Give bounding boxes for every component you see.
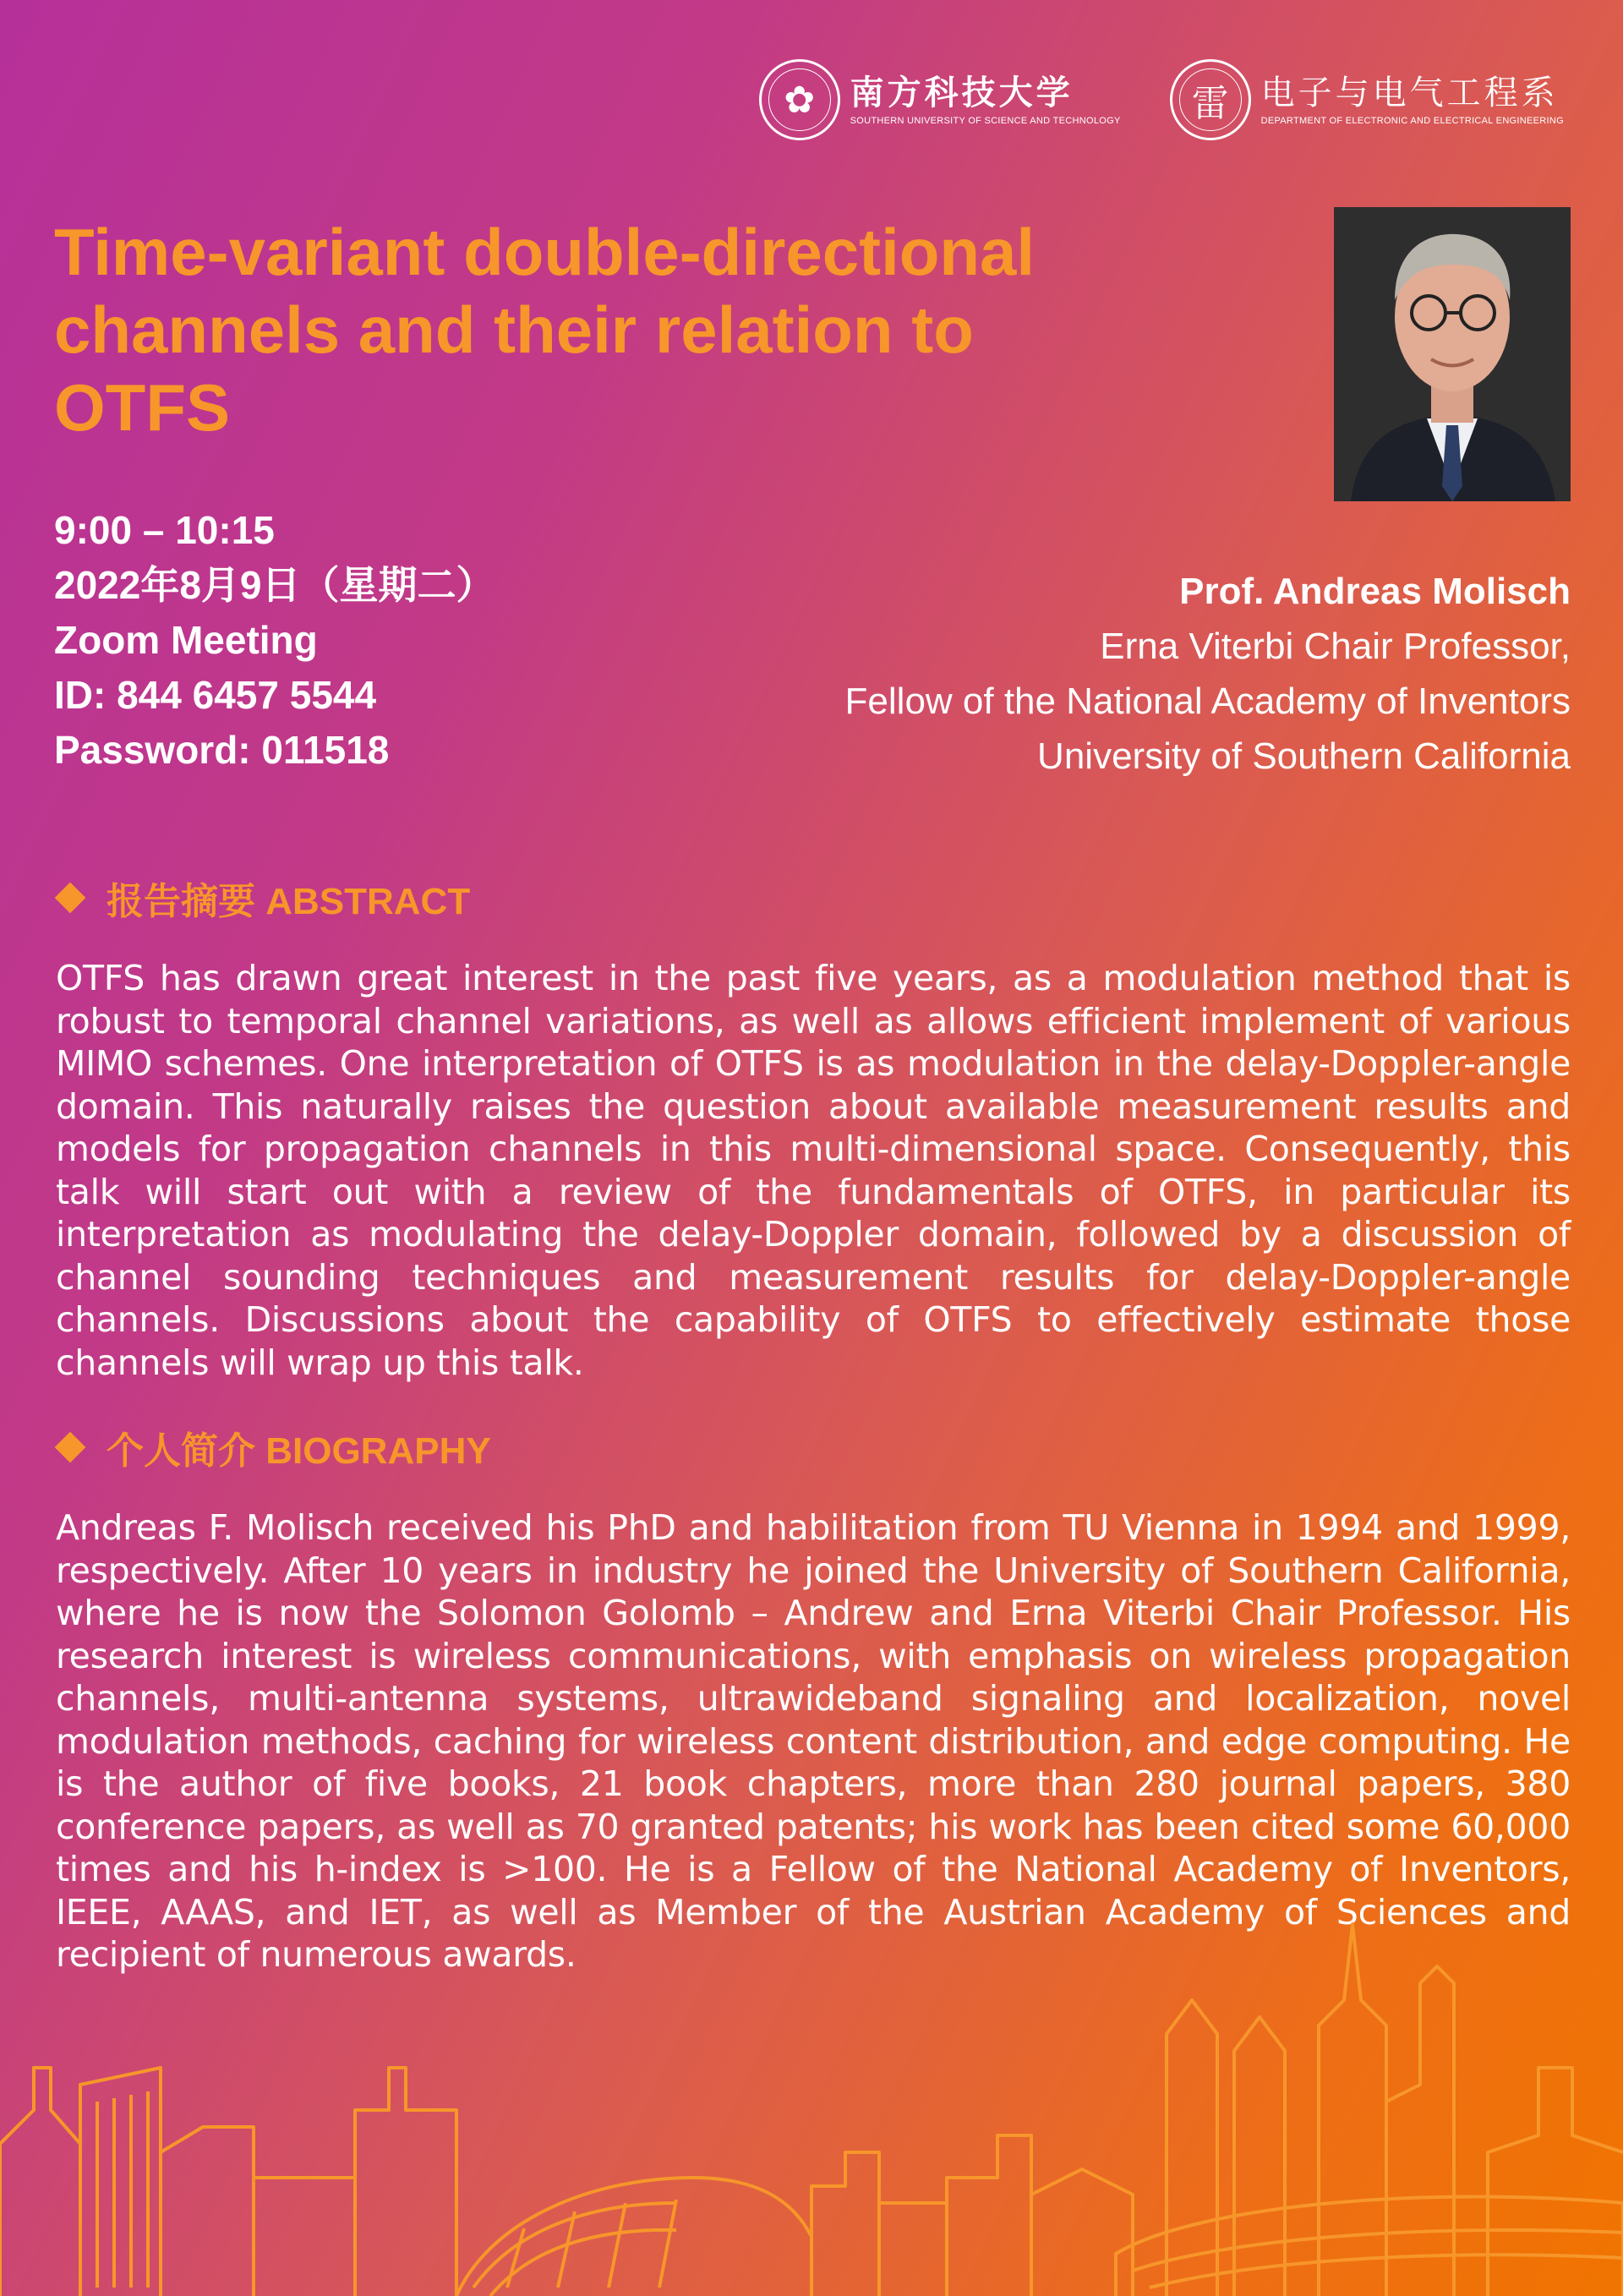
speaker-title-line1: Erna Viterbi Chair Professor, [1100,626,1571,667]
department-logo[interactable] [1170,59,1564,140]
event-venue: Zoom Meeting [54,618,318,662]
university-logo[interactable] [759,59,1121,140]
biography-heading [54,1420,491,1474]
speaker-name: Prof. Andreas Molisch [1179,571,1571,612]
header-logos [759,59,1564,140]
speaker-info [845,564,1571,784]
department-seal-icon: 雷 [1170,59,1251,140]
talk-title: Time-variant double-directional channels and their relation to OTFS [54,215,1036,445]
department-name-en: DEPARTMENT OF ELECTRONIC AND ELECTRICAL ENGINEERING [1260,116,1564,126]
speaker-affiliation: University of Southern California [1037,735,1571,777]
department-name-cn: 电子与电气工程系 [1260,74,1559,112]
abstract-text: OTFS has drawn great interest in the past five years, as a modulation method that is robust to temporal channel variations, as well as allows efficient implement of various MIMO schemes. One interpretation of OTFS is as modulation in the delay-Doppler-angle domain. This naturally raises the question about available measurement results and models for propagation channels in this multi-dimensional space. Consequently, this talk will start out with a review of the fundamentals of OTFS, in particular its interpretation as modulating the delay-Doppler domain, followed by a discussion of channel sounding techniques and measurement results for delay-Doppler-angle channels. Discussions about the capability of OTFS to effectively estimate those channels will wrap up this talk. [56,958,1571,1383]
meeting-id[interactable]: ID: 844 6457 5544 [54,673,377,717]
event-info [54,503,495,778]
biography-text: Andreas F. Molisch received his PhD and habilitation from TU Vienna in 1994 and 1999, respectively. After 10 years in industry he joined the University of Southern California, where he is now the Solomon Golomb – Andrew and Erna Viterbi Chair Professor. His research interest is wireless communications, with emphasis on wireless propagation channels, multi-antenna systems, ultrawideband signaling and localization, novel modulation methods, caching for wireless content distribution, and edge computing. He is the author of five books, 21 book chapters, more than 280 journal papers, 380 conference papers, as well as 70 granted patents; his work has been cited some 60,000 times and his h-index is >100. He is a Fellow of the National Academy of Inventors, IEEE, AAAS, and IET, as well as Member of the Austrian Academy of Sciences and recipient of numerous awards. [56,1507,1571,1975]
event-time: 9:00 – 10:15 [54,508,275,552]
diamond-bullet-icon [55,883,86,914]
university-seal-icon: ✿ [759,59,840,140]
speaker-photo [1334,207,1571,501]
speaker-title-line2: Fellow of the National Academy of Inventors [844,681,1571,722]
event-date: 2022年8月9日（星期二） [54,563,495,607]
abstract-heading-label: 报告摘要 ABSTRACT [107,881,471,922]
university-name-cn: 南方科技大学 [850,73,1074,112]
diamond-bullet-icon [55,1432,86,1463]
city-skyline-decoration [0,1899,1623,2296]
meeting-password[interactable]: Password: 011518 [54,728,390,772]
abstract-heading [54,871,470,925]
speaker-portrait-image [1334,207,1571,501]
biography-heading-label: 个人简介 BIOGRAPHY [107,1430,491,1472]
university-name-en: SOUTHERN UNIVERSITY OF SCIENCE AND TECHNOLOGY [850,116,1121,126]
